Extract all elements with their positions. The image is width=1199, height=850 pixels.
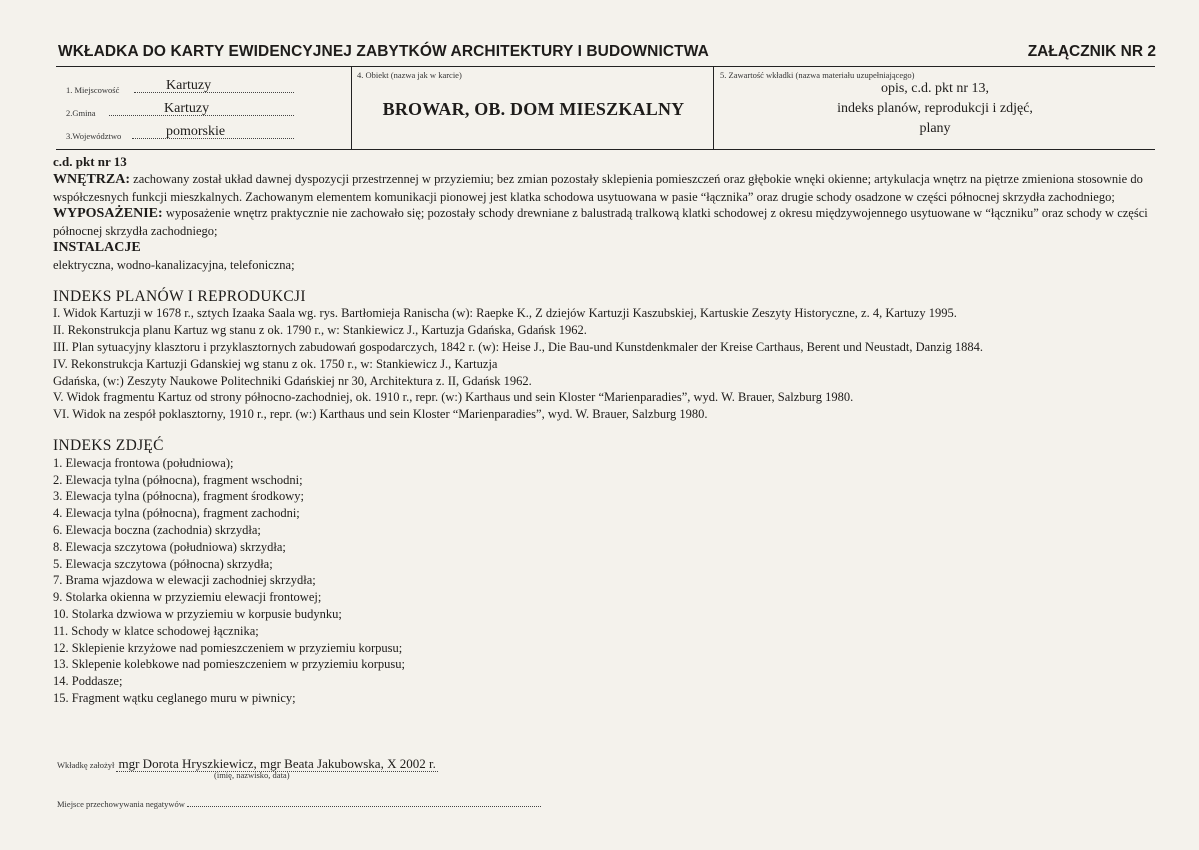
place-value: Kartuzy [166, 78, 212, 93]
commune-label: 2.Gmina [66, 108, 96, 118]
plan-item: VI. Widok na zespół poklasztorny, 1910 r., repr. (w:) Karthaus und sein Kloster “Marienparadies”, wyd. W. Brauer, Salzburg 1980. [53, 407, 708, 422]
photo-item: 5. Elewacja szczytowa (północna) skrzydła; [53, 556, 273, 571]
object-label: 4. Obiekt (nazwa jak w karcie) [357, 70, 462, 80]
contents-line: indeks planów, reprodukcji i zdjęć, [837, 101, 1033, 116]
contents-line: opis, c.d. pkt nr 13, [880, 81, 990, 96]
plan-item: III. Plan sytuacyjny klasztoru i przyklasztornych zabudowań gospodarczych, 1842 r. (w): Heise J., Die Bau-und Kunstdenkmaler der Kreise Carthaus, Berent und Neustadt, Danzig 1884. [53, 339, 983, 354]
negatives-row [57, 799, 541, 809]
column-divider [351, 67, 352, 149]
continuation-heading: c.d. pkt nr 13 [53, 154, 127, 169]
photo-item: 10. Stolarka dzwiowa w przyziemiu w korpusie budynku; [53, 606, 342, 621]
signature-hint: (imię, nazwisko, data) [214, 770, 290, 780]
annex-number: ZAŁĄCZNIK NR 2 [1027, 43, 1156, 60]
plans-heading: INDEKS PLANÓW I REPRODUKCJI [53, 287, 306, 305]
interiors-text: zachowany został układ dawnej dyspozycji przestrzennej w przyziemiu; bez zmian pozostały sklepienia pomieszczeń oraz głębokie wnęki okienne; artykulacja wnętrz na piętrze zmieniona stosownie do współczesnych funkcji mieszkalnych. Zachowanym elementem komunikacji pionowej jest klatka schodowa usytuowana w pasie “łącznika” oraz drugie schody osadzone w części północnej skrzydła zachodniego; [53, 171, 1143, 204]
plan-item: Gdańska, (w:) Zeszyty Naukowe Politechniki Gdańskiej nr 30, Architektura z. II, Gdańsk 1962. [53, 373, 532, 388]
voivodeship-row [66, 123, 336, 141]
contents-label: 5. Zawartość wkładki (nazwa materiału uzupełniającego) [720, 70, 915, 80]
description-body [53, 154, 1153, 707]
photo-item: 12. Sklepienie krzyżowe nad pomieszczeniem w przyziemiu korpusu; [53, 640, 403, 655]
equipment-text: wyposażenie wnętrz praktycznie nie zachowało się; pozostały schody drewniane z balustradą tralkową klatki schodowej z okresu międzywojennego usytuowane w “łączniku” oraz schody w części północnej skrzydła zachodniego; [53, 206, 1148, 239]
column-divider [713, 67, 714, 149]
photo-item: 1. Elewacja frontowa (południowa); [53, 455, 234, 470]
installations-heading: INSTALACJE [53, 239, 141, 255]
photo-item: 3. Elewacja tylna (północna), fragment środkowy; [53, 489, 304, 504]
equipment-heading: WYPOSAŻENIE: [53, 206, 163, 222]
photo-item: 14. Poddasze; [53, 674, 123, 689]
photo-item: 8. Elewacja szczytowa (południowa) skrzydła; [53, 539, 286, 554]
photo-item: 15. Fragment wątku ceglanego muru w piwnicy; [53, 690, 296, 705]
photo-item: 9. Stolarka okienna w przyziemiu elewacji frontowej; [53, 590, 322, 605]
signature-value: mgr Dorota Hryszkiewicz, mgr Beata Jakubowska, X 2002 r. [118, 756, 436, 771]
plan-item: V. Widok fragmentu Kartuz od strony północno-zachodniej, ok. 1910 r., repr. (w:) Karthaus und sein Kloster “Marienparadies”, wyd. W. Brauer, Salzburg 1980. [53, 390, 854, 405]
photo-item: 2. Elewacja tylna (północna), fragment wschodni; [53, 472, 303, 487]
place-row [66, 77, 336, 95]
voivodeship-value: pomorskie [166, 124, 226, 139]
object-name: BROWAR, OB. DOM MIESZKALNY [382, 99, 685, 119]
contents-lines [716, 79, 1154, 139]
signature-label: Wkładkę założył [57, 760, 115, 770]
photo-item: 7. Brama wjazdowa w elewacji zachodniej skrzydła; [53, 573, 316, 588]
header-table [56, 66, 1155, 150]
photo-item: 11. Schody w klatce schodowej łącznika; [53, 623, 259, 638]
negatives-label: Miejsce przechowywania negatywów [57, 799, 185, 809]
photo-item: 4. Elewacja tylna (północna), fragment zachodni; [53, 506, 300, 521]
interiors-heading: WNĘTRZA: [53, 171, 131, 187]
installations-text: elektryczna, wodno-kanalizacyjna, telefoniczna; [53, 257, 295, 272]
contents-line: plany [919, 121, 951, 136]
plan-item: II. Rekonstrukcja planu Kartuz wg stanu z ok. 1790 r., w: Stankiewicz J., Kartuzja Gdańska, Gdańsk 1962. [53, 323, 587, 338]
document-title: WKŁADKA DO KARTY EWIDENCYJNEJ ZABYTKÓW ARCHITEKTURY I BUDOWNICTWA [58, 43, 709, 60]
place-label: 1. Miejscowość [66, 85, 120, 95]
photos-heading: INDEKS ZDJĘĆ [53, 436, 164, 454]
commune-value: Kartuzy [164, 101, 210, 116]
commune-row [66, 100, 336, 118]
photo-item: 13. Sklepenie kolebkowe nad pomieszczeniem w przyziemiu korpusu; [53, 657, 405, 672]
plan-item: IV. Rekonstrukcja Kartuzji Gdanskiej wg stanu z ok. 1750 r., w: Stankiewicz J., Kartuzja [53, 356, 498, 371]
plan-item: I. Widok Kartuzji w 1678 r., sztych Izaaka Saala wg. rys. Bartłomieja Ranischa (w): Raepke K., Z dziejów Kartuzji Kaszubskiej, Kartuskie Zeszyty Historyczne, z. 4, Kartuzy 1995. [53, 306, 957, 321]
interiors-section [53, 171, 1153, 206]
photo-item: 6. Elewacja boczna (zachodnia) skrzydła; [53, 522, 261, 537]
voivodeship-label: 3.Województwo [66, 131, 122, 141]
equipment-section [53, 205, 1153, 240]
